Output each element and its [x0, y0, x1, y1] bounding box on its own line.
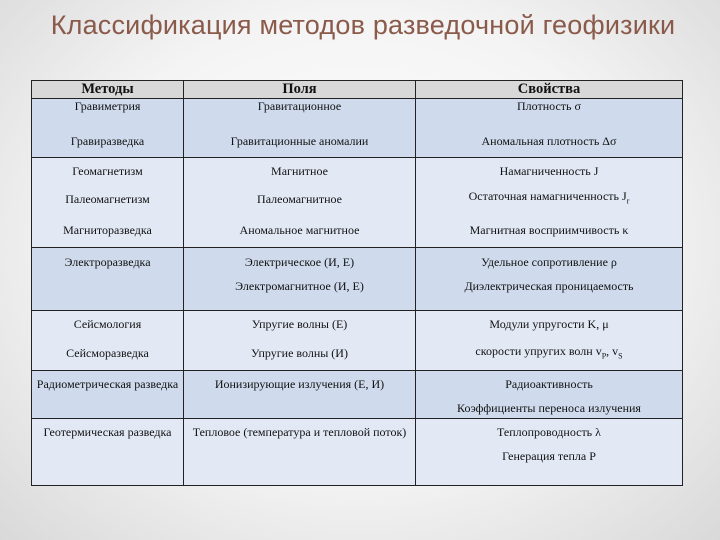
cell-method: Радиометрическая разведка: [32, 371, 184, 419]
property-text-secondary: Генерация тепла P: [502, 449, 596, 463]
cell-property: Намагниченность J: [416, 158, 683, 184]
cell-method: Гравиметрия: [32, 99, 184, 125]
cell-property: [416, 184, 683, 214]
cell-method: Сейсмология: [32, 311, 184, 337]
cell-property: [416, 337, 683, 371]
table-row: [32, 337, 683, 371]
cell-field: Аномальное магнитное: [184, 214, 416, 248]
table-row: [32, 158, 683, 184]
property-text-mid: , v: [606, 343, 619, 358]
header-fields: Поля: [184, 81, 416, 99]
cell-field: Ионизирующие излучения (Е, И): [184, 371, 416, 419]
property-text-secondary: Коэффициенты переноса излучения: [457, 401, 641, 415]
cell-method: Палеомагнетизм: [32, 184, 184, 214]
table-row: [32, 214, 683, 248]
table-row: [32, 125, 683, 158]
cell-property: [416, 248, 683, 311]
property-text-secondary: Диэлектрическая проницаемость: [464, 279, 634, 293]
cell-method: Магниторазведка: [32, 214, 184, 248]
slide-title: Классификация методов разведочной геофизики: [50, 10, 676, 40]
property-text: скорости упругих волн v: [475, 343, 602, 358]
cell-field: Палеомагнитное: [184, 184, 416, 214]
property-text: Остаточная намагниченность J: [468, 188, 627, 203]
cell-field: Тепловое (температура и тепловой поток): [184, 419, 416, 486]
property-subscript: r: [626, 196, 630, 206]
header-properties: Свойства: [416, 81, 683, 99]
table-header-row: [32, 81, 683, 99]
cell-property: [416, 419, 683, 486]
cell-property: Аномальная плотность Δσ: [416, 125, 683, 158]
cell-property: Модули упругости K, μ: [416, 311, 683, 337]
cell-method: Сейсморазведка: [32, 337, 184, 371]
header-methods: Методы: [32, 81, 184, 99]
cell-property: Плотность σ: [416, 99, 683, 125]
field-text: Электрическое (И, Е): [244, 255, 355, 269]
property-text: Радиоактивность: [505, 377, 593, 391]
table-row: [32, 184, 683, 214]
methods-table: [31, 80, 683, 486]
table-row: [32, 311, 683, 337]
cell-field: Гравитационное: [184, 99, 416, 125]
property-subscript: P: [601, 350, 607, 360]
cell-field: Магнитное: [184, 158, 416, 184]
cell-method: Геотермическая разведка: [32, 419, 184, 486]
cell-field: Упругие волны (Е): [184, 311, 416, 337]
table-row: [32, 99, 683, 125]
cell-method: Электроразведка: [32, 248, 184, 311]
cell-field: Гравитационные аномалии: [184, 125, 416, 158]
table-row: [32, 248, 683, 311]
cell-field: [184, 248, 416, 311]
cell-field: Упругие волны (И): [184, 337, 416, 371]
property-subscript: S: [618, 350, 623, 360]
property-text: Теплопроводность λ: [497, 425, 601, 439]
cell-method: Геомагнетизм: [32, 158, 184, 184]
field-text-secondary: Электромагнитное (И, Е): [235, 279, 364, 293]
table-row: [32, 371, 683, 419]
table-row: [32, 419, 683, 486]
cell-method: Гравиразведка: [32, 125, 184, 158]
cell-property: Магнитная восприимчивость κ: [416, 214, 683, 248]
cell-property: [416, 371, 683, 419]
property-text: Удельное сопротивление ρ: [481, 255, 617, 269]
